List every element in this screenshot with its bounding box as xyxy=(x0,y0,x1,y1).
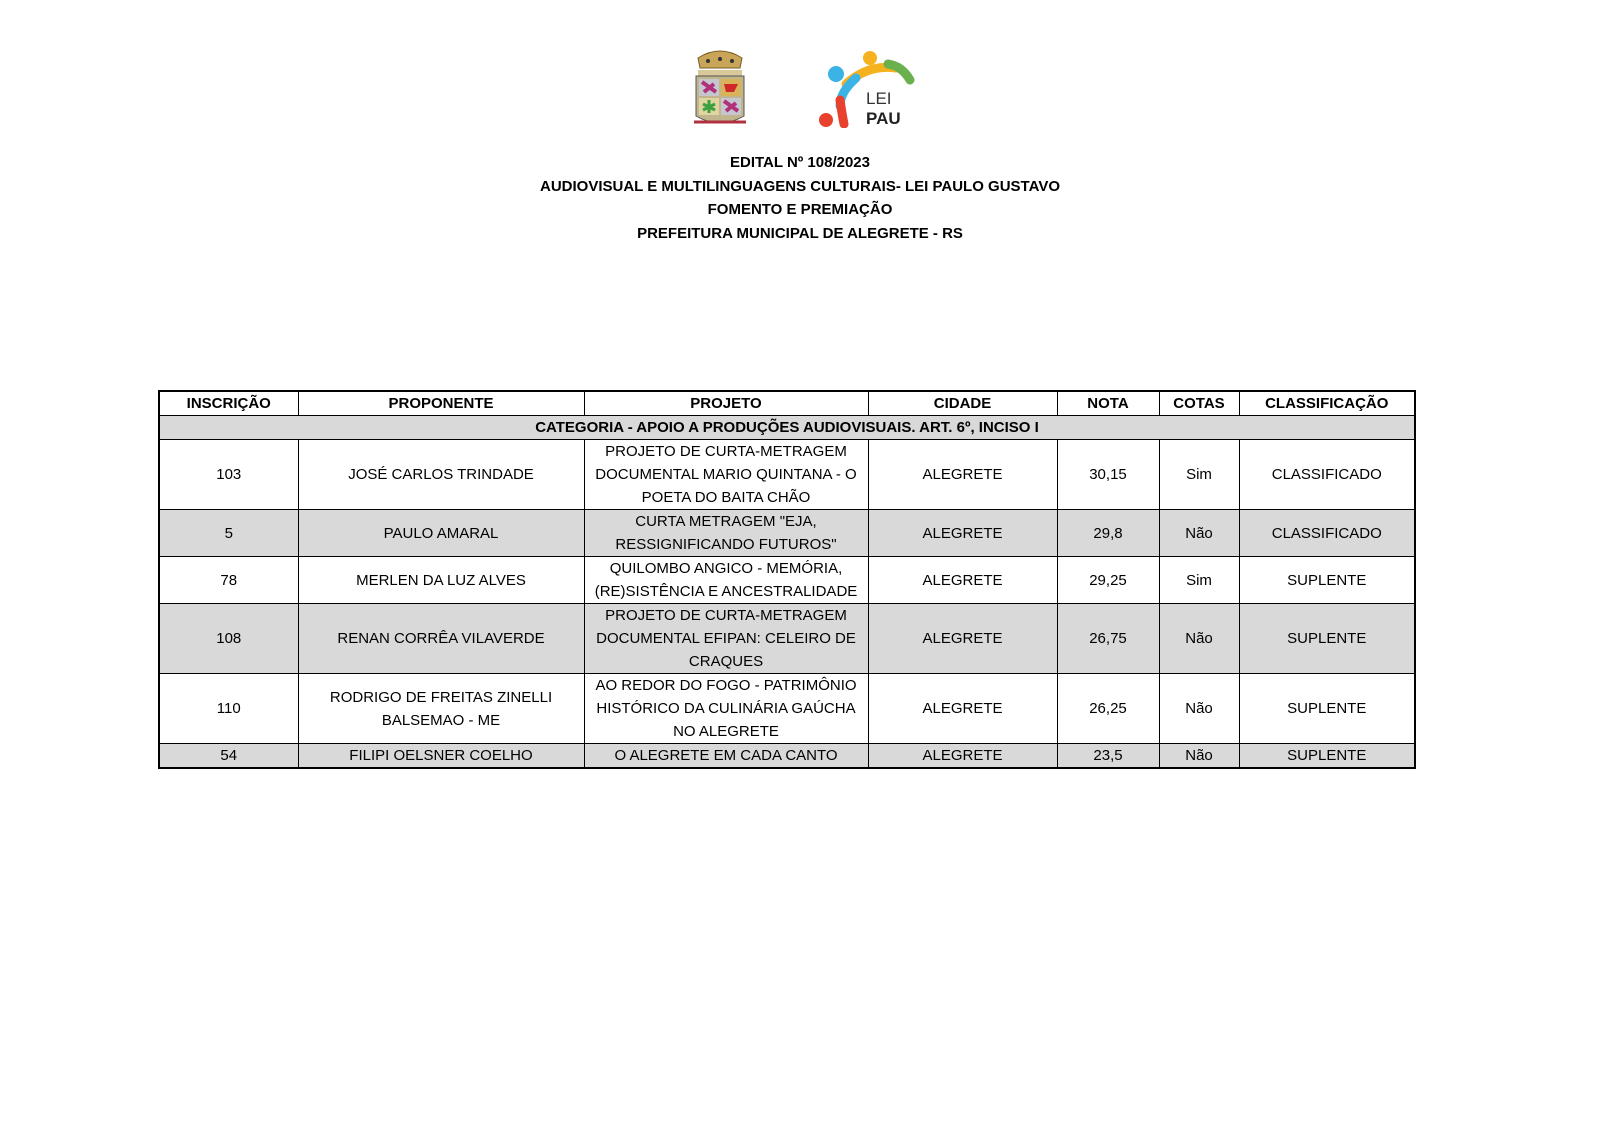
cell-cidade: ALEGRETE xyxy=(868,510,1057,557)
cell-projeto: AO REDOR DO FOGO - PATRIMÔNIO HISTÓRICO DA CULINÁRIA GAÚCHA NO ALEGRETE xyxy=(584,674,868,744)
col-cidade: CIDADE xyxy=(868,391,1057,416)
cell-inscricao: 54 xyxy=(159,744,298,769)
lei-logo-text: LEI xyxy=(866,89,892,108)
cell-cotas: Não xyxy=(1159,674,1239,744)
edital-subtitle: FOMENTO E PREMIAÇÃO xyxy=(707,201,893,218)
cell-cidade: ALEGRETE xyxy=(868,557,1057,604)
cell-nota: 26,25 xyxy=(1057,674,1159,744)
cell-nota: 29,8 xyxy=(1057,510,1159,557)
results-table xyxy=(158,390,1416,769)
lei-paulo-gustavo-logo xyxy=(818,44,918,128)
logos xyxy=(0,42,1600,130)
cell-cotas: Sim xyxy=(1159,440,1239,510)
cell-inscricao: 110 xyxy=(159,674,298,744)
cell-nota: 29,25 xyxy=(1057,557,1159,604)
cell-inscricao: 108 xyxy=(159,604,298,674)
cell-classificacao: CLASSIFICADO xyxy=(1239,510,1415,557)
col-nota: NOTA xyxy=(1057,391,1159,416)
edital-number: EDITAL Nº 108/2023 xyxy=(730,154,870,171)
table-row xyxy=(159,510,1415,557)
municipal-crest-logo xyxy=(692,44,748,128)
col-inscricao: INSCRIÇÃO xyxy=(159,391,298,416)
cell-proponente: RENAN CORRÊA VILAVERDE xyxy=(298,604,584,674)
cell-projeto: O ALEGRETE EM CADA CANTO xyxy=(584,744,868,769)
document-header xyxy=(0,151,1600,245)
cell-proponente: RODRIGO DE FREITAS ZINELLI BALSEMAO - ME xyxy=(298,674,584,744)
cell-proponente: MERLEN DA LUZ ALVES xyxy=(298,557,584,604)
cell-classificacao: SUPLENTE xyxy=(1239,557,1415,604)
table-row xyxy=(159,440,1415,510)
cell-classificacao: CLASSIFICADO xyxy=(1239,440,1415,510)
cell-classificacao: SUPLENTE xyxy=(1239,674,1415,744)
cell-cotas: Não xyxy=(1159,744,1239,769)
table-row xyxy=(159,557,1415,604)
cell-projeto: CURTA METRAGEM "EJA, RESSIGNIFICANDO FUTUROS" xyxy=(584,510,868,557)
cell-proponente: FILIPI OELSNER COELHO xyxy=(298,744,584,769)
cell-classificacao: SUPLENTE xyxy=(1239,604,1415,674)
table-row xyxy=(159,744,1415,769)
cell-cidade: ALEGRETE xyxy=(868,440,1057,510)
cell-nota: 23,5 xyxy=(1057,744,1159,769)
col-proponente: PROPONENTE xyxy=(298,391,584,416)
cell-inscricao: 103 xyxy=(159,440,298,510)
edital-title: AUDIOVISUAL E MULTILINGUAGENS CULTURAIS- LEI PAULO GUSTAVO xyxy=(540,177,1060,195)
cell-proponente: JOSÉ CARLOS TRINDADE xyxy=(298,440,584,510)
cell-projeto: PROJETO DE CURTA-METRAGEM DOCUMENTAL EFIPAN: CELEIRO DE CRAQUES xyxy=(584,604,868,674)
col-projeto: PROJETO xyxy=(584,391,868,416)
cell-projeto: PROJETO DE CURTA-METRAGEM DOCUMENTAL MARIO QUINTANA - O POETA DO BAITA CHÃO xyxy=(584,440,868,510)
cell-cidade: ALEGRETE xyxy=(868,744,1057,769)
cell-projeto: QUILOMBO ANGICO - MEMÓRIA, (RE)SISTÊNCIA E ANCESTRALIDADE xyxy=(584,557,868,604)
cell-nota: 26,75 xyxy=(1057,604,1159,674)
col-classificacao: CLASSIFICAÇÃO xyxy=(1239,391,1415,416)
category-row xyxy=(159,416,1415,440)
table-row xyxy=(159,604,1415,674)
cell-classificacao: SUPLENTE xyxy=(1239,744,1415,769)
cell-cotas: Não xyxy=(1159,604,1239,674)
col-cotas: COTAS xyxy=(1159,391,1239,416)
table-header-row xyxy=(159,391,1415,416)
cell-inscricao: 5 xyxy=(159,510,298,557)
cell-cotas: Sim xyxy=(1159,557,1239,604)
cell-cidade: ALEGRETE xyxy=(868,604,1057,674)
cell-inscricao: 78 xyxy=(159,557,298,604)
table-row xyxy=(159,674,1415,744)
category-label: CATEGORIA - APOIO A PRODUÇÕES AUDIOVISUAIS. ART. 6º, INCISO I xyxy=(159,416,1415,440)
svg-text:PAU: PAU xyxy=(866,109,901,128)
cell-cotas: Não xyxy=(1159,510,1239,557)
cell-nota: 30,15 xyxy=(1057,440,1159,510)
issuer: PREFEITURA MUNICIPAL DE ALEGRETE - RS xyxy=(637,224,963,242)
cell-proponente: PAULO AMARAL xyxy=(298,510,584,557)
cell-cidade: ALEGRETE xyxy=(868,674,1057,744)
